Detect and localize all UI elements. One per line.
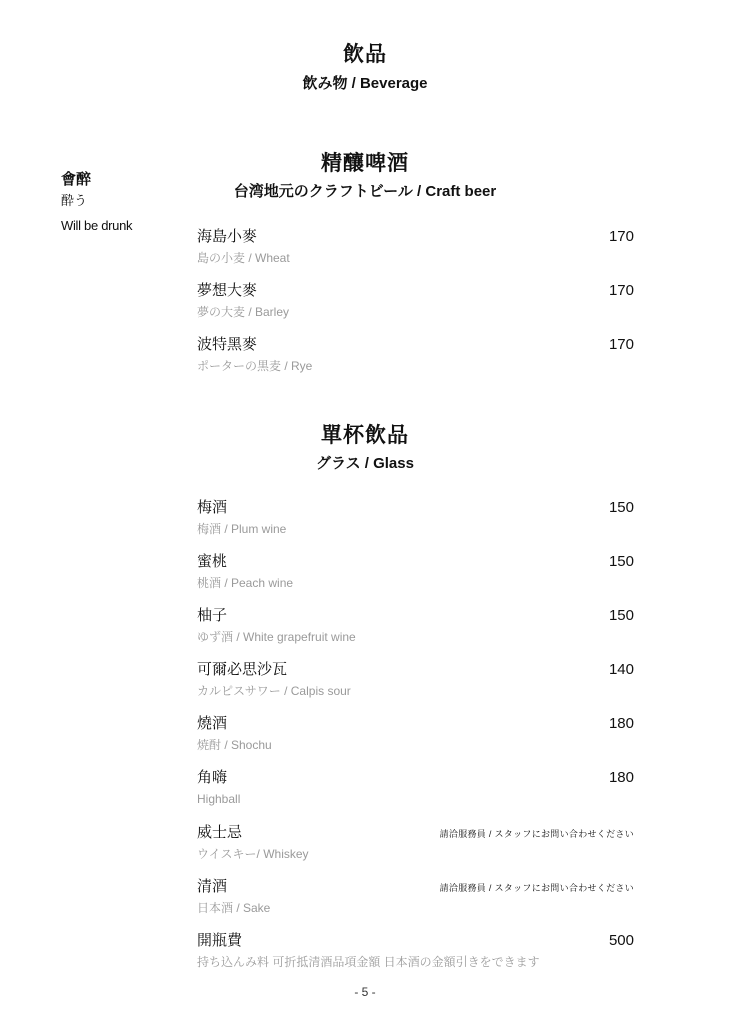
item-name: 燒酒 [197,714,228,732]
item-name: 可爾必思沙瓦 [197,660,288,678]
item-price-note: 請洽服務員 / スタッフにお問い合わせください [439,829,634,839]
item-price: 150 [608,553,634,570]
item-subtitle: ウイスキー/ Whiskey [197,847,309,861]
item-name: 海島小麥 [197,227,258,245]
brand-jp: 酔う [61,194,88,209]
item-name: 梅酒 [197,498,228,516]
menu-item-wheat [197,227,634,273]
item-subtitle: カルピスサワー / Calpis sour [197,684,351,698]
item-subtitle: 梅酒 / Plum wine [197,522,287,536]
item-price: 180 [608,769,634,786]
item-name: 清酒 [197,877,228,895]
item-price: 170 [608,336,634,353]
menu-item-shochu [197,714,634,760]
menu-item-sake [197,877,634,923]
menu-item-rye [197,335,634,381]
item-price: 150 [608,607,634,624]
item-subtitle: 桃酒 / Peach wine [197,576,294,590]
item-subtitle: 焼酎 / Shochu [197,738,272,752]
item-name: 夢想大麥 [197,281,258,299]
item-price: 500 [608,932,634,949]
item-name: 波特黑麥 [197,335,258,353]
item-price: 170 [608,228,634,245]
item-price-note: 請洽服務員 / スタッフにお問い合わせください [439,883,634,893]
item-subtitle: ゆず酒 / White grapefruit wine [197,630,356,644]
item-subtitle: 島の小麦 / Wheat [197,251,290,265]
brand-en: Will be drunk [61,218,133,233]
menu-item-highball [197,768,634,814]
item-name: 柚子 [197,606,228,624]
item-subtitle: 日本酒 / Sake [197,901,271,915]
page-title: 飲品 [343,42,387,66]
item-name: 蜜桃 [197,552,228,570]
page-subtitle: 飲み物 / Beverage [302,75,428,92]
menu-item-peach-wine [197,552,634,598]
menu-item-barley [197,281,634,327]
item-name: 開瓶費 [197,931,243,949]
page-number: - 5 - [354,985,376,999]
menu-item-corkage-fee [197,931,634,977]
item-subtitle: 夢の大麦 / Barley [197,305,290,319]
item-subtitle: 持ち込んみ料 可折抵清酒品項金額 日本酒の金額引きをできます [197,955,540,969]
item-name: 角嗨 [197,768,228,786]
item-price: 170 [608,282,634,299]
glass-section-title: 單杯飲品 [321,423,409,447]
item-price: 180 [608,715,634,732]
menu-item-grapefruit-wine [197,606,634,652]
item-subtitle: Highball [197,792,241,806]
craft-section-subtitle: 台湾地元のクラフトビール / Craft beer [233,183,497,200]
glass-section-subtitle: グラス / Glass [316,455,414,472]
item-price: 140 [608,661,634,678]
item-name: 威士忌 [197,823,243,841]
craft-section-title: 精釀啤酒 [321,151,409,175]
menu-item-plum-wine [197,498,634,544]
brand-name: 會醉 [61,170,92,188]
menu-item-calpis-sour [197,660,634,706]
item-subtitle: ポーターの黒麦 / Rye [197,359,313,373]
item-price: 150 [608,499,634,516]
menu-item-whiskey [197,823,634,869]
